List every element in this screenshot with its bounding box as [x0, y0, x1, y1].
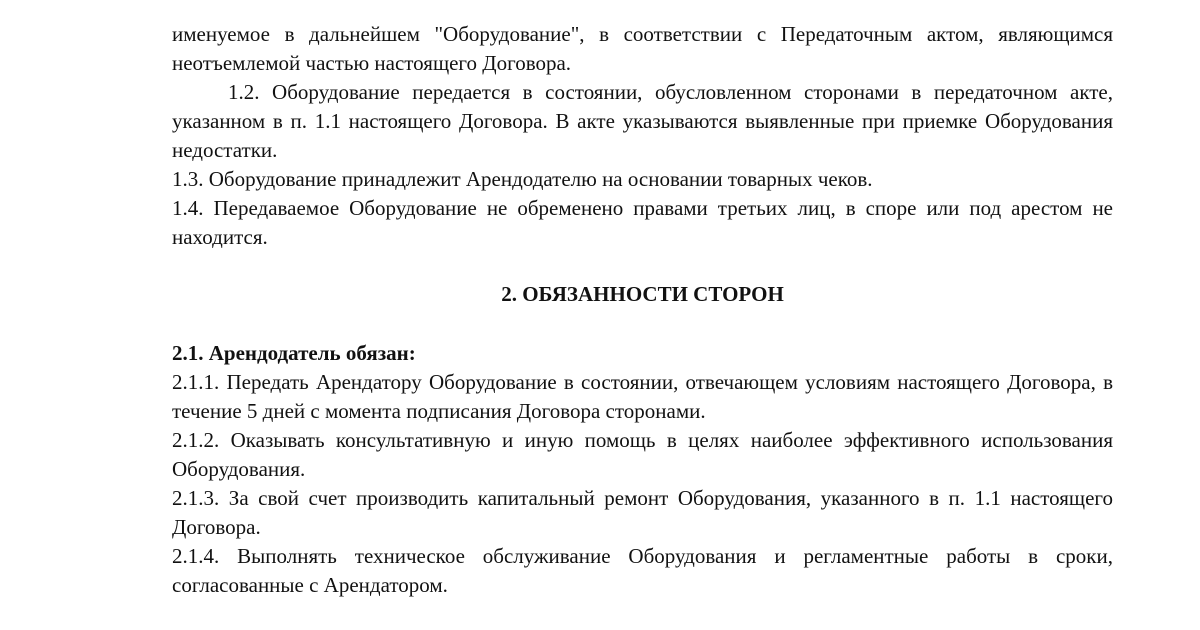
clause-1-2: 1.2. Оборудование передается в состоянии, обусловленном сторонами в передаточном акте, указанном в п. 1.1 настоящего Договора. В акте указываются выявленные при приемке Оборудования недостатки.	[172, 80, 1113, 162]
section-2-heading: 2. ОБЯЗАННОСТИ СТОРОН	[501, 282, 784, 306]
clause-2-1-1: 2.1.1. Передать Арендатору Оборудование в состоянии, отвечающем условиям настоящего Договора, в течение 5 дней с момента подписания Договора сторонами.	[172, 370, 1113, 423]
clause-2-1-3: 2.1.3. За свой счет производить капитальный ремонт Оборудования, указанного в п. 1.1 настоящего Договора.	[172, 486, 1113, 539]
clause-2-1-heading: 2.1. Арендодатель обязан:	[172, 341, 416, 365]
clause-1-3: 1.3. Оборудование принадлежит Арендодателю на основании товарных чеков.	[172, 167, 873, 191]
clause-2-1-4: 2.1.4. Выполнять техническое обслуживание Оборудования и регламентные работы в сроки, согласованные с Арендатором.	[172, 544, 1113, 597]
document-page	[172, 20, 1113, 600]
clause-1-4: 1.4. Передаваемое Оборудование не обременено правами третьих лиц, в споре или под арестом не находится.	[172, 196, 1113, 249]
clause-1-1-continuation: именуемое в дальнейшем "Оборудование", в соответствии с Передаточным актом, являющимся неотъемлемой частью настоящего Договора.	[172, 22, 1113, 75]
clause-2-1-2: 2.1.2. Оказывать консультативную и иную помощь в целях наиболее эффективного использования Оборудования.	[172, 428, 1113, 481]
